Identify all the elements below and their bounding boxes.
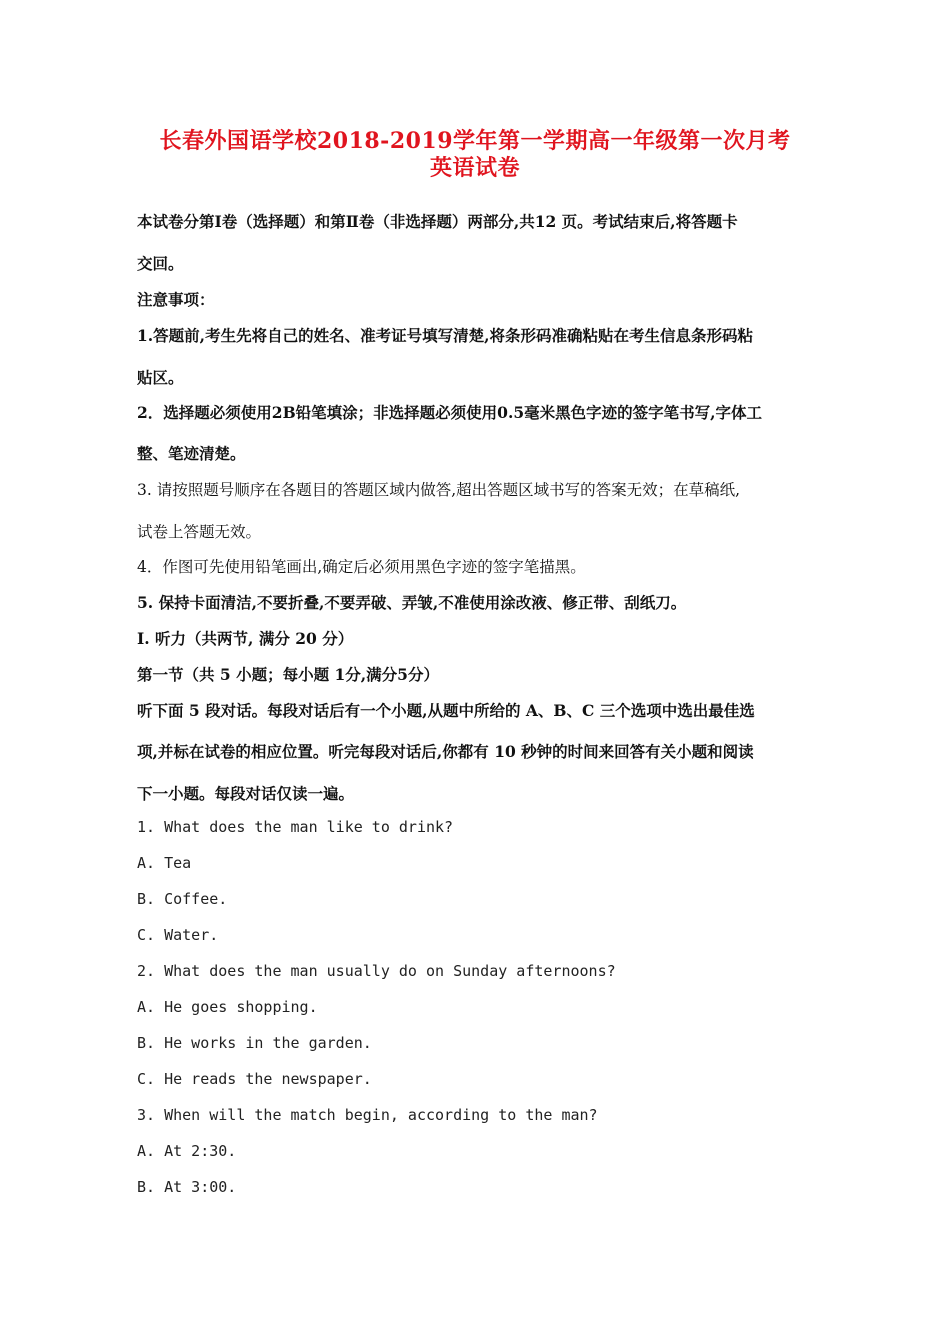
note-3-line-2: 试卷上答题无效。 [137, 523, 262, 541]
question-1-option-a: A. Tea [137, 854, 192, 872]
note-3-line-1: 3. 请按照题号顺序在各题目的答题区域内做答,超出答题区域书写的答案无效；在草稿纸, [137, 481, 741, 499]
question-2-option-b: B. He works in the garden. [137, 1034, 372, 1052]
note-2-line-1: 2．选择题必须使用2B铅笔填涂；非选择题必须使用0.5毫米黑色字迹的签字笔书写,字体工 [137, 403, 763, 422]
question-2-stem: 2. What does the man usually do on Sunday afternoons? [137, 962, 616, 980]
section-heading: I. 听力（共两节, 满分 20 分） [137, 629, 354, 648]
intro-line-2: 交回。 [137, 254, 184, 273]
question-1-stem: 1. What does the man like to drink? [137, 818, 454, 836]
instruction-line-1: 听下面 5 段对话。每段对话后有一个小题,从题中所给的 A、B、C 三个选项中选出最佳选 [137, 701, 755, 720]
note-1-line-1: 1.答题前,考生先将自己的姓名、准考证号填写清楚,将条形码准确粘贴在考生信息条形码粘 [137, 326, 753, 345]
note-1-line-2: 贴区。 [137, 368, 184, 387]
note-2-line-2: 整、笔迹清楚。 [137, 444, 246, 463]
question-1-option-b: B. Coffee. [137, 890, 228, 908]
instruction-line-2: 项,并标在试卷的相应位置。听完每段对话后,你都有 10 秒钟的时间来回答有关小题和阅读 [137, 742, 754, 761]
note-4: 4．作图可先使用铅笔画出,确定后必须用黑色字迹的签字笔描黑。 [137, 558, 586, 576]
question-3-stem: 3. When will the match begin, according to the man? [137, 1106, 598, 1124]
question-3-option-b: B. At 3:00. [137, 1178, 237, 1196]
question-2-option-a: A. He goes shopping. [137, 998, 318, 1016]
question-3-option-a: A. At 2:30. [137, 1142, 237, 1160]
question-1-option-c: C. Water. [137, 926, 219, 944]
notes-heading: 注意事项： [137, 290, 215, 309]
note-5: 5. 保持卡面清洁,不要折叠,不要弄破、弄皱,不准使用涂改液、修正带、刮纸刀。 [137, 593, 687, 612]
exam-title: 长春外国语学校2018-2019学年第一学期高一年级第一次月考 [159, 128, 791, 154]
part-heading: 第一节（共 5 小题；每小题 1分,满分5分） [137, 665, 439, 684]
exam-subtitle: 英语试卷 [429, 155, 520, 181]
instruction-line-3: 下一小题。每段对话仅读一遍。 [137, 784, 355, 803]
question-2-option-c: C. He reads the newspaper. [137, 1070, 372, 1088]
intro-line-1: 本试卷分第Ⅰ卷（选择题）和第Ⅱ卷（非选择题）两部分,共12 页。考试结束后,将答题卡 [137, 212, 738, 231]
